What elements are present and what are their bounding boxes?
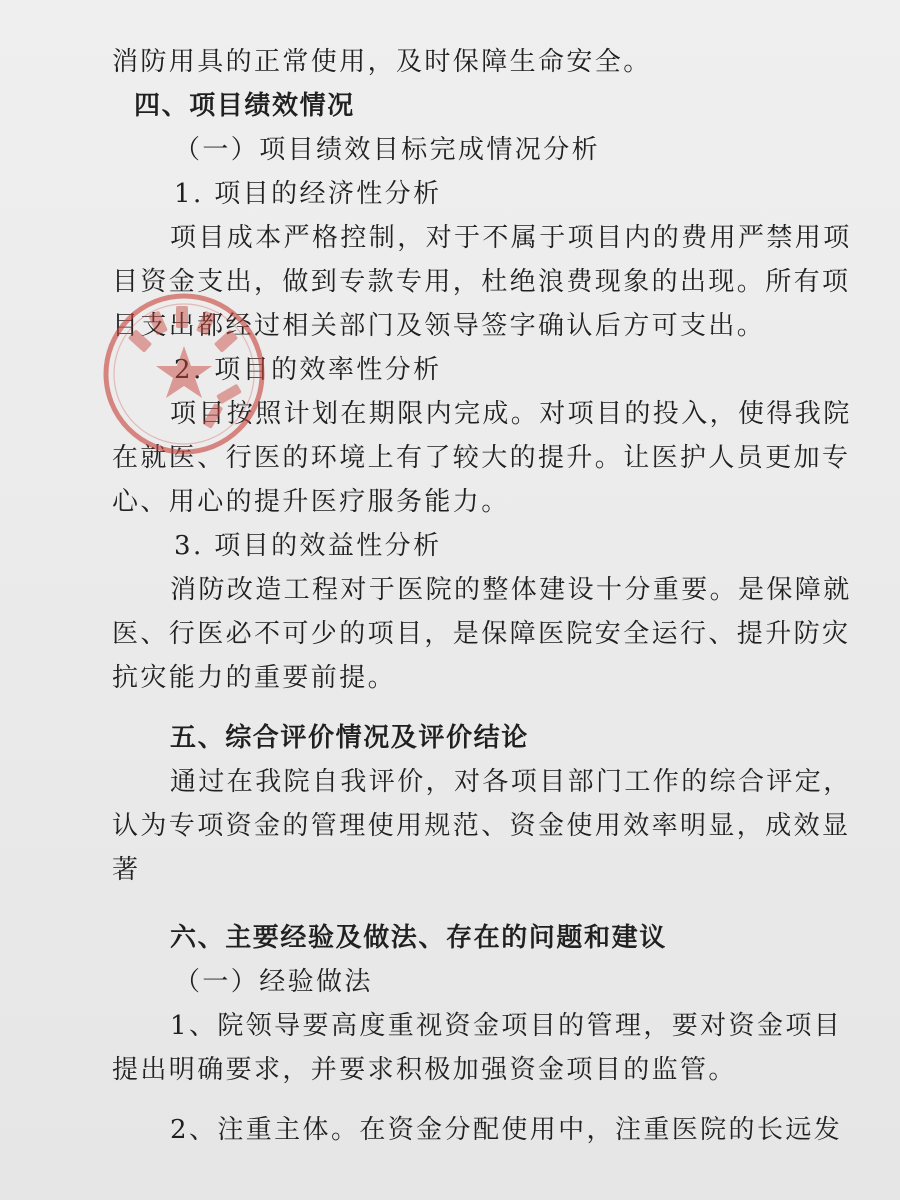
section-heading-6: 六、主要经验及做法、存在的问题和建议 <box>170 923 667 953</box>
spacer <box>112 1092 812 1108</box>
paragraph-line: 心、用心的提升医疗服务能力。 <box>112 487 510 517</box>
paragraph-line: 通过在我院自我评价，对各项目部门工作的综合评定， <box>170 767 852 797</box>
item-heading: 3. 项目的效益性分析 <box>174 531 442 561</box>
item-heading: 1. 项目的经济性分析 <box>174 179 442 209</box>
paragraph-line: 项目按照计划在期限内完成。对项目的投入，使得我院 <box>170 399 852 429</box>
paragraph-line: 认为专项资金的管理使用规范、资金使用效率明显，成效显 <box>112 811 851 841</box>
paragraph-line: 医、行医必不可少的项目，是保障医院安全运行、提升防灾 <box>112 619 851 649</box>
paragraph-line: 目支出都经过相关部门及领导签字确认后方可支出。 <box>112 311 766 341</box>
text-line: 消防用具的正常使用，及时保障生命安全。 <box>112 47 652 77</box>
paragraph-line: 目资金支出，做到专款专用，杜绝浪费现象的出现。所有项 <box>112 267 851 297</box>
section-heading-4: 四、项目绩效情况 <box>134 91 355 121</box>
spacer <box>112 700 812 716</box>
section-heading-5: 五、综合评价情况及评价结论 <box>170 723 529 753</box>
subsection-heading: （一）项目绩效目标完成情况分析 <box>174 135 601 165</box>
paragraph-line: 2、注重主体。在资金分配使用中，注重医院的长远发 <box>170 1115 843 1145</box>
paragraph-line: 项目成本严格控制，对于不属于项目内的费用严禁用项 <box>170 223 852 253</box>
item-heading: 2. 项目的效率性分析 <box>174 355 442 385</box>
paragraph-line: 1、院领导要高度重视资金项目的管理，要对资金项目 <box>170 1011 843 1041</box>
spacer <box>112 892 812 916</box>
paragraph-line: 抗灾能力的重要前提。 <box>112 663 397 693</box>
paragraph-line: 在就医、行医的环境上有了较大的提升。让医护人员更加专 <box>112 443 851 473</box>
document-body <box>112 40 852 1152</box>
paragraph-line: 著 <box>112 855 141 885</box>
paragraph-line: 提出明确要求，并要求积极加强资金项目的监管。 <box>112 1055 737 1085</box>
paragraph-line: 消防改造工程对于医院的整体建设十分重要。是保障就 <box>170 575 852 605</box>
subsection-heading: （一）经验做法 <box>174 967 373 997</box>
